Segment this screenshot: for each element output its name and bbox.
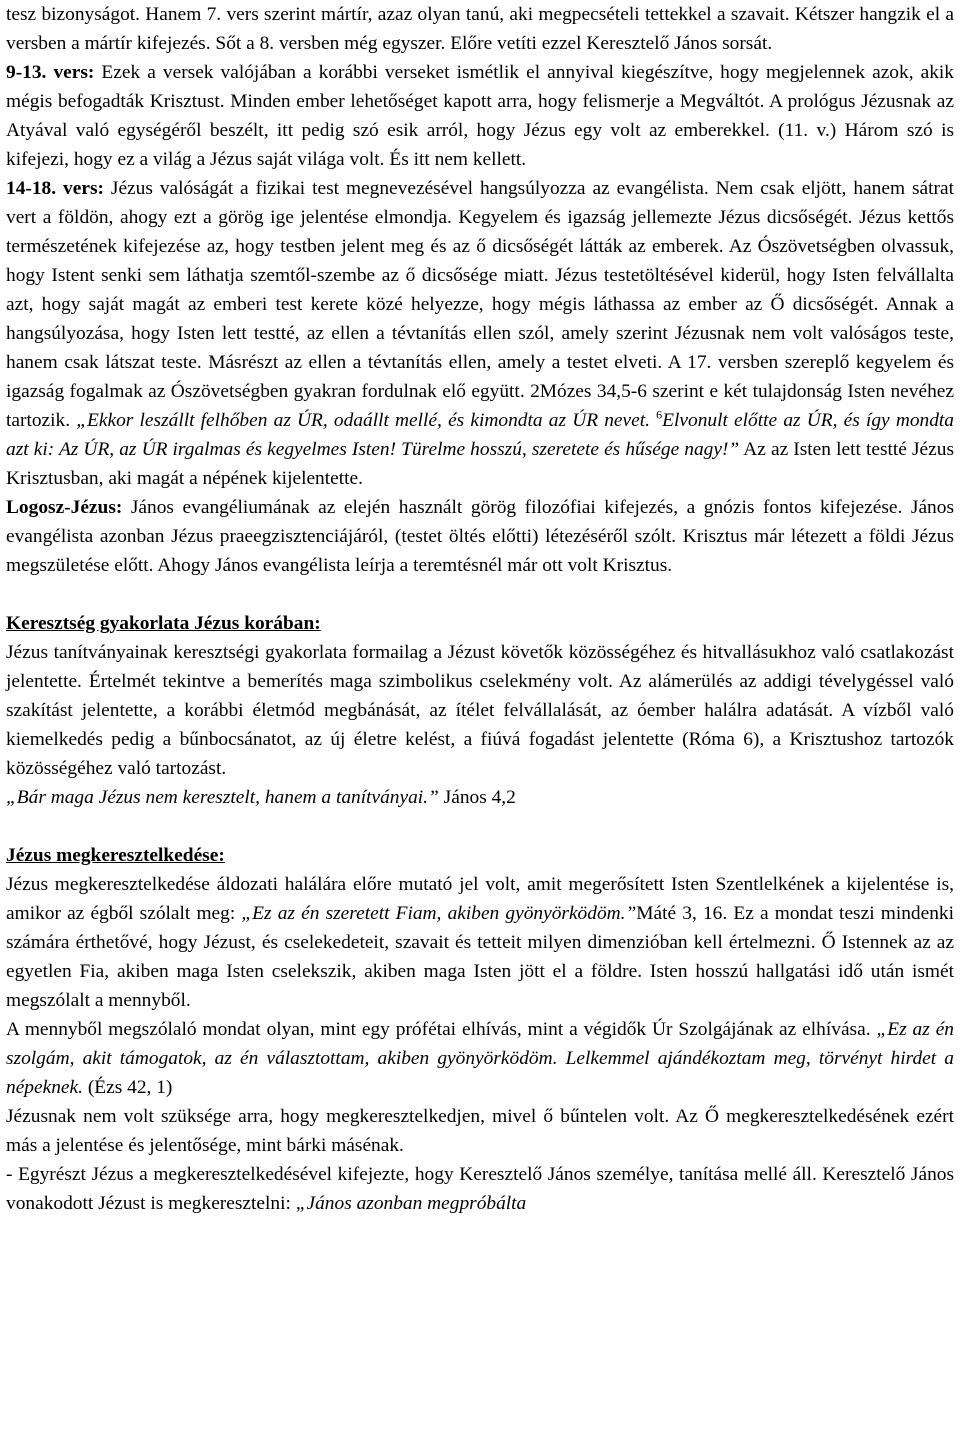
- paragraph-logosz: [0, 493, 960, 580]
- paragraph-verses-14-18: [0, 174, 960, 493]
- paragraph-text: A mennyből megszólaló mondat olyan, mint egy prófétai elhívás, mint a végidők Úr Szolgájának az elhívása.: [6, 1019, 877, 1040]
- section-heading-keresztseg: Keresztség gyakorlata Jézus korában:: [6, 613, 321, 634]
- paragraph-text: János evangéliumának az elején használt görög filozófiai kifejezés, a gnózis fontos kifejezése. János evangélista azonban Jézus praeegzisztenciájáról, (testet öltés előtti) létezéséről szólt. Krisztus már létezett a földi Jézus megszületése előtt. Ahogy János evangélista leírja a teremtésnél már ott volt Krisztus.: [6, 497, 954, 576]
- paragraph-egyreszt: [0, 1160, 960, 1218]
- paragraph-text: tesz bizonyságot. Hanem 7. vers szerint mártír, azaz olyan tanú, aki megpecsételi tettekkel a szavait. Kétszer hangzik el a versben a mártír kifejezés. Sőt a 8. versben még egyszer. Előre vetíti ezzel Keresztelő János sorsát.: [6, 4, 954, 54]
- paragraph-text: Jézus tanítványainak keresztségi gyakorlata formailag a Jézust követők közösségéhez és hitvallásukhoz való csatlakozást jelentette. Értelmét tekintve a bemerítés maga szimbolikus cselekmény volt. Az alámerülés az addigi tévelygéssel való szakítást jelentette, a korábbi életmód megbánását, az ítélet felvállalását, az óember halálra adatását. A vízből való kiemelkedés pedig a bűnbocsánatot, az új életre kelést, a fiúvá fogadást jelentette (Róma 6), a Krisztushoz tartozók közösségéhez való tartozást.: [6, 642, 954, 779]
- paragraph-text: Jézus valóságát a fizikai test megnevezésével hangsúlyozza az evangélista. Nem csak eljött, hanem sátrat vert a földön, ahogy ezt a görög ige jelentése elmondja. Kegyelem és igazság jellemezte Jézus dicsőségét. Jézus kettős természetének kifejezése az, hogy testben jelent meg és az ő dicsőségét látták az emberek. Az Ószövetségben olvassuk, hogy Istent senki sem láthatja szemtől-szembe az ő dicsősége miatt. Jézus testetöltésével kiderül, hogy Isten felvállalta azt, hogy saját magát az emberi test kerete közé helyezze, hogy mégis láthassa az ember az Ő dicsőségét. Annak a hangsúlyozása, hogy Isten lett testté, az ellen a tévtanítás ellen szól, amely szerint Jézusnak nem volt valóságos teste, hanem csak látszat teste. Másrészt az ellen a tévtanítás ellen, amely a testet elveti. A 17. versben szereplő kegyelem és igazság fogalmak az Ószövetségben gyakran fordulnak elő együtt. 2Mózes 34,5-6 szerint e két tulajdonság Isten nevéhez tartozik.: [6, 178, 954, 431]
- verse-label: 9-13. vers:: [6, 62, 95, 83]
- quote-text: „János azonban megpróbálta: [295, 1193, 527, 1214]
- paragraph-verses-9-13: [0, 58, 960, 174]
- quote-text: Elvonult előtte az ÚR, és így mondta azt ki: Az ÚR, az ÚR irgalmas és kegyelmes Isten! Türelme hosszú, szeretete és hűsége nagy!”: [6, 410, 955, 460]
- paragraph-megkeresztelkedes: [0, 870, 960, 1015]
- quote-text: „Bár maga Jézus nem keresztelt, hanem a tanítványai.”: [6, 787, 439, 808]
- paragraph-keresztseg: [0, 638, 960, 783]
- paragraph-text: Az az Isten lett testté Jézus Krisztusban, aki magát a népének kijelentette.: [6, 439, 954, 489]
- section-heading-megkeresztelkedes: Jézus megkeresztelkedése:: [6, 845, 225, 866]
- verse-number: 6: [656, 407, 663, 422]
- paragraph-text: Jézus megkeresztelkedése áldozati halálára előre mutató jel volt, amit megerősített Isten Szentlelkének a kijelentése is, amikor az égből szólalt meg:: [6, 874, 954, 924]
- quote-text: „Ekkor leszállt felhőben az ÚR, odaállt mellé, és kimondta az ÚR nevet.: [76, 410, 657, 431]
- paragraph-intro: [0, 0, 960, 58]
- paragraph-text: Máté 3, 16. Ez a mondat teszi mindenki számára érthetővé, hogy Jézust, és cselekedeteit, szavait és tetteit milyen dimenzióban kell értelmezni. Ő Istennek az az egyetlen Fia, akiben maga Isten cselekszik, akiben maga Isten jött el a földre. Isten hosszú hallgatási idő után ismét megszólalt a mennyből.: [6, 903, 954, 1011]
- paragraph-text: - Egyrészt Jézus a megkeresztelkedésével kifejezte, hogy Keresztelő János személye, tanítása mellé áll. Keresztelő János vonakodott Jézust is megkeresztelni:: [6, 1164, 954, 1214]
- reference-text: (Ézs 42, 1): [82, 1077, 173, 1098]
- quote-text: „Ez az én szeretett Fiam, akiben gyönyörködöm.”: [241, 903, 637, 924]
- verse-label: 14-18. vers:: [6, 178, 104, 199]
- quote-text: „Ez az én szolgám, akit támogatok, az én választottam, akiben gyönyörködöm. Lelkemmel ajándékoztam meg, törvényt hirdet a népeknek.: [6, 1019, 955, 1098]
- paragraph-text: Jézusnak nem volt szüksége arra, hogy megkeresztelkedjen, mivel ő bűntelen volt. Az Ő megkeresztelkedésének ezért más a jelentése és jelentősége, mint bárki másénak.: [6, 1106, 954, 1156]
- paragraph-quote-john: [0, 783, 960, 812]
- blank-line: [0, 580, 960, 609]
- paragraph-buntelen: [0, 1102, 960, 1160]
- term-label: Logosz-Jézus:: [6, 497, 123, 518]
- reference-text: János 4,2: [438, 787, 516, 808]
- paragraph-text: Ezek a versek valójában a korábbi verseket ismétlik el annyival kiegészítve, hogy megjelennek azok, akik mégis befogadták Krisztust. Minden ember lehetőséget kapott arra, hogy felismerje a Megváltót. A prológus Jézusnak az Atyával való egységéről beszélt, itt pedig szó esik arról, hogy Jézus egy volt az emberekkel. (11. v.) Három szó is kifejezi, hogy ez a világ a Jézus saját világa volt. És itt nem kellett.: [6, 62, 954, 170]
- blank-line: [0, 812, 960, 841]
- paragraph-mennybol: [0, 1015, 960, 1102]
